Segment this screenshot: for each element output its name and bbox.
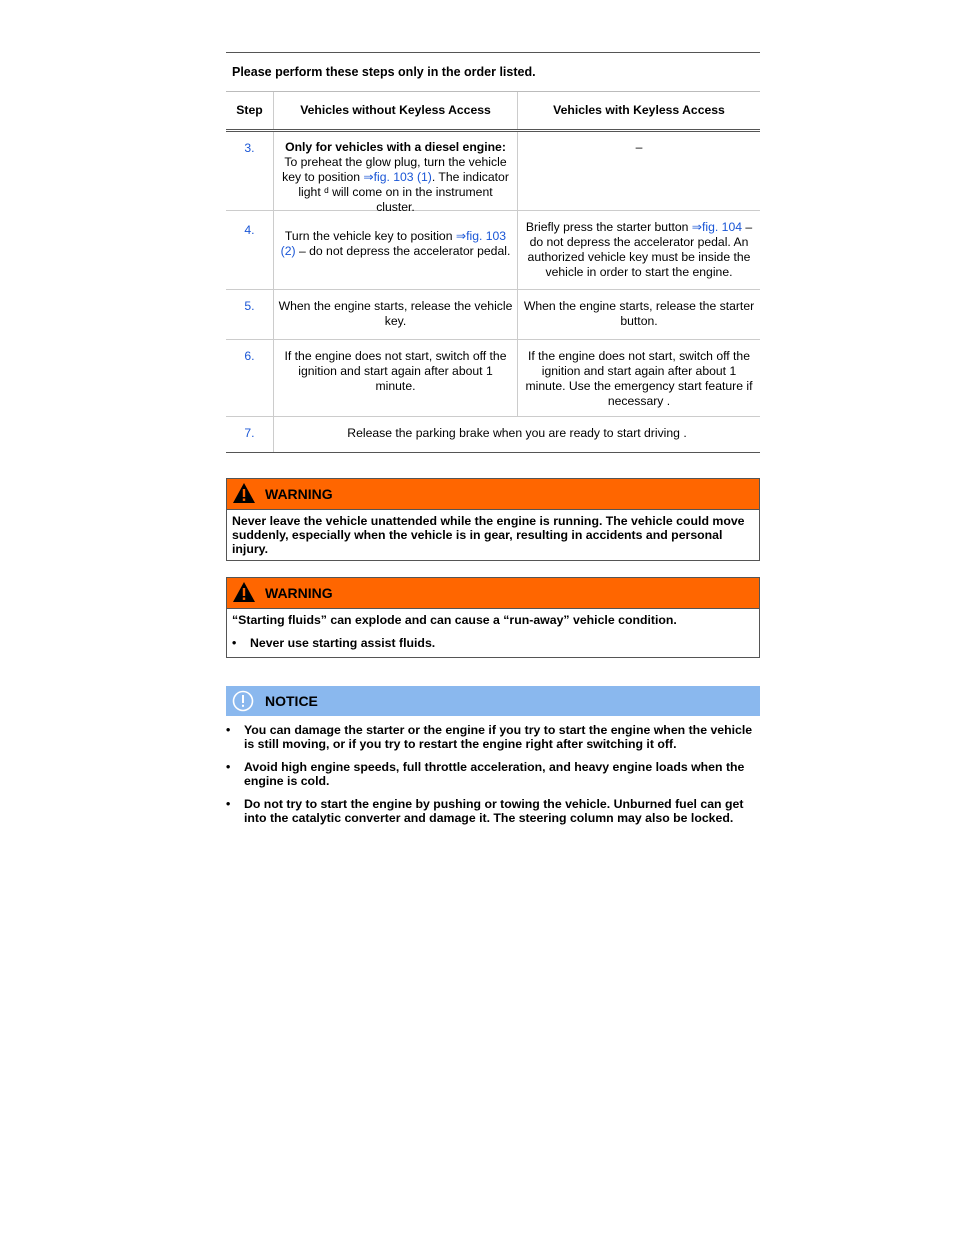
warning-title: WARNING [265,585,333,601]
notice-header [226,686,760,716]
notice-box [226,686,760,834]
step-number[interactable]: 3. [244,141,255,155]
table-row-step-4 [226,211,760,290]
cell-without-keyless: When the engine starts, release the vehicle key. [274,290,518,339]
cell-without-keyless: Only for vehicles with a diesel engine: To preheat the glow plug, turn the vehicle key to position ⇒fig. 103 (1). The indicator light ᵈ will come on in the instrument cluster. [274,132,518,210]
fig-103-1-link[interactable]: ⇒fig. 103 (1) [363,170,432,184]
diesel-note-bold: Only for vehicles with a diesel engine: [285,140,506,154]
notice-bullet: • Avoid high engine speeds, full throttle acceleration, and heavy engine loads when the engine is cold. [226,760,745,788]
notice-bullet: • You can damage the starter or the engine if you try to start the engine when the vehicle is still moving, or if you try to restart the engine right after switching it off. [226,723,753,751]
table-row-step-6 [226,340,760,417]
table-caption: Please perform these steps only in the order listed. [226,53,760,92]
header-step: Step [226,92,274,129]
glow-plug-indicator-icon: ᵈ [324,185,329,199]
steps-table [226,52,760,453]
table-header-row [226,92,760,132]
table-row-step-5 [226,290,760,340]
warning-box-starting-fluids [226,577,760,658]
step-number[interactable]: 7. [244,426,255,440]
cell-with-keyless: If the engine does not start, switch off the ignition and start again after about 1 minute. Use the emergency start feature if necessary . [525,349,753,408]
warning-box-unattended [226,478,760,561]
cell-with-keyless: When the engine starts, release the starter button. [523,299,755,328]
notice-bullet: • Do not try to start the engine by pushing or towing the vehicle. Unburned fuel can get into the catalytic converter and damage it. The steering column may also be locked. [226,797,744,825]
exclamation-circle-icon [232,690,254,712]
step-number[interactable]: 4. [244,223,255,237]
warning-triangle-icon [232,581,256,603]
warning-bullet: • Never use starting assist fluids. [232,636,436,650]
table-row-step-3 [226,132,760,214]
warning-header [227,479,759,509]
warning-text: “Starting fluids” can explode and can cause a “run-away” vehicle condition. [232,613,677,627]
notice-title: NOTICE [265,693,318,709]
step-number[interactable]: 6. [244,349,255,363]
bullet-glyph: • [232,636,237,650]
header-with-keyless: Vehicles with Keyless Access [553,103,725,117]
cell-with-keyless: – [635,140,643,154]
cell-with-keyless: Briefly press the starter button ⇒fig. 104 – do not depress the accelerator pedal. An authorized vehicle key must be inside the vehicle in order to start the engine. [525,220,753,279]
warning-title: WARNING [265,486,333,502]
warning-header [227,578,759,608]
fig-103-2-link[interactable]: ⇒fig. 103 (2) [280,229,507,258]
warning-text: Never leave the vehicle unattended while the engine is running. The vehicle could move suddenly, especially when the vehicle is in gear, resulting in accidents and personal injury. [227,509,759,560]
header-without-keyless: Vehicles without Keyless Access [274,92,518,129]
table-row-step-7 [226,417,760,453]
warning-triangle-icon [232,482,256,504]
step-number[interactable]: 5. [244,299,255,313]
cell-without-keyless: If the engine does not start, switch off the ignition and start again after about 1 minute. [274,340,518,416]
cell-without-keyless: Turn the vehicle key to position ⇒fig. 103 (2) – do not depress the accelerator pedal. [274,211,518,289]
fig-104-link[interactable]: ⇒fig. 104 [691,220,742,234]
cell-merged: Release the parking brake when you are ready to start driving . [347,426,687,440]
